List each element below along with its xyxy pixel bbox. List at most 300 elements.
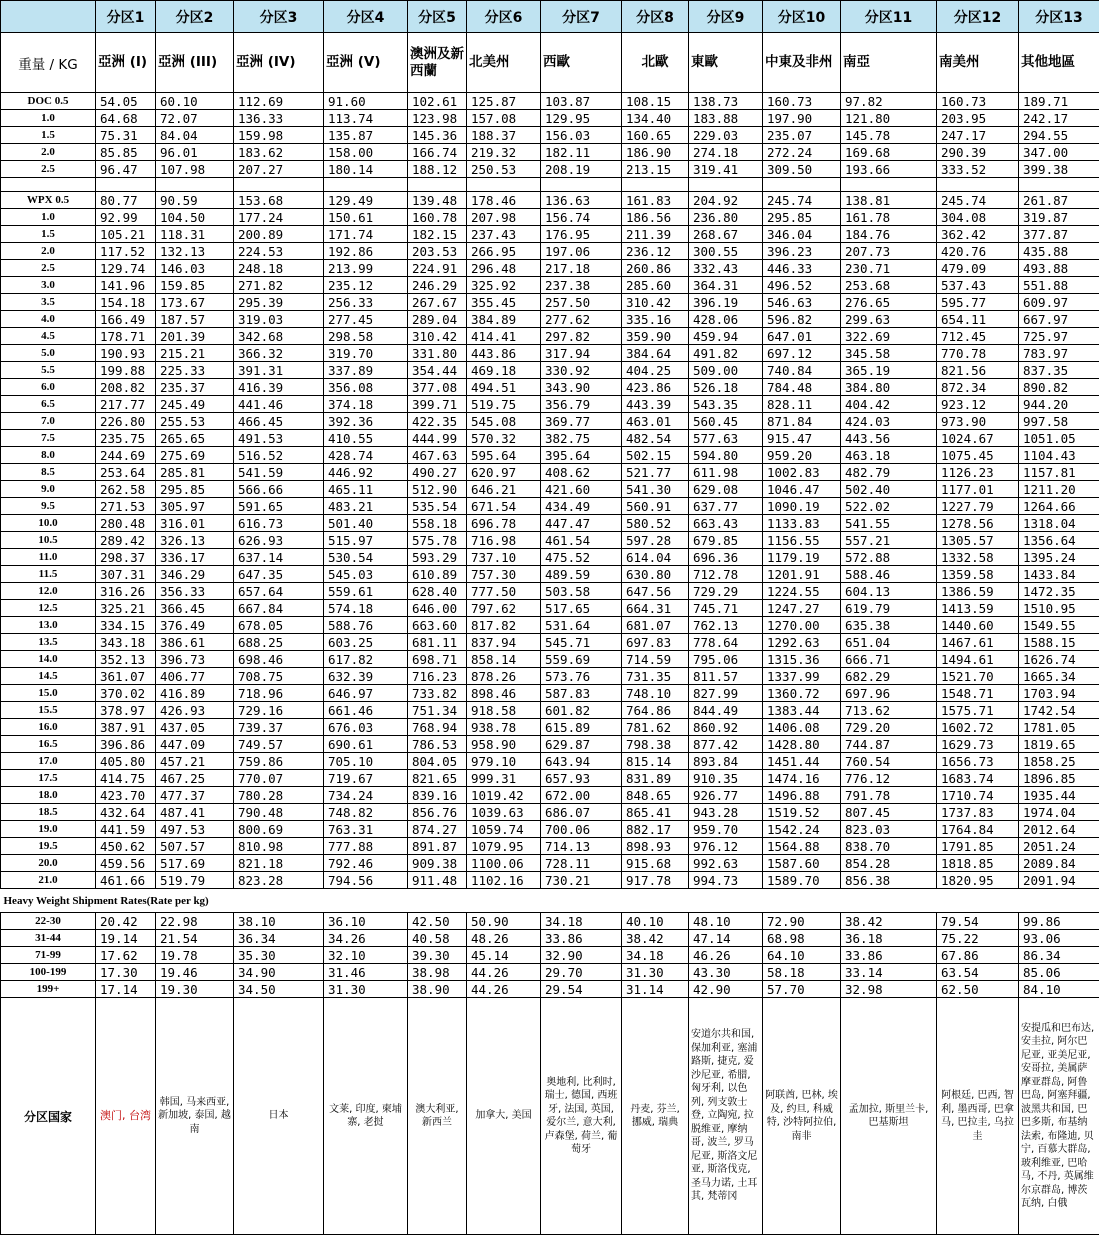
rate-cell: 21.54 (156, 930, 234, 947)
rate-cell: 823.28 (234, 872, 324, 889)
rate-cell: 976.12 (689, 838, 763, 855)
weight-label: 12.0 (1, 583, 96, 600)
rate-cell: 557.21 (841, 532, 937, 549)
rate-cell: 676.03 (324, 719, 408, 736)
rate-cell: 502.15 (622, 447, 689, 464)
rate-cell: 543.35 (689, 396, 763, 413)
rate-cell: 112.69 (234, 93, 324, 110)
rate-cell: 19.78 (156, 947, 234, 964)
rate-cell: 792.46 (324, 855, 408, 872)
rate-cell: 712.45 (937, 328, 1019, 345)
rate-cell: 118.31 (156, 226, 234, 243)
rate-cell: 268.67 (689, 226, 763, 243)
rate-cell: 632.39 (324, 668, 408, 685)
rate-cell: 123.98 (408, 110, 467, 127)
rate-cell: 150.61 (324, 209, 408, 226)
rate-cell: 679.85 (689, 532, 763, 549)
rate-cell: 208.82 (96, 379, 156, 396)
rate-cell: 235.75 (96, 430, 156, 447)
rate-cell: 698.46 (234, 651, 324, 668)
rate-cell: 734.24 (324, 787, 408, 804)
rate-cell: 854.28 (841, 855, 937, 872)
rate-cell: 35.30 (234, 947, 324, 964)
wpx-rate-row (1, 804, 1099, 821)
rate-cell: 207.27 (234, 161, 324, 178)
weight-label: DOC 0.5 (1, 93, 96, 110)
rate-cell: 146.03 (156, 260, 234, 277)
rate-cell: 107.98 (156, 161, 234, 178)
rate-cell: 821.56 (937, 362, 1019, 379)
rate-cell: 657.64 (234, 583, 324, 600)
rate-cell: 1227.79 (937, 498, 1019, 515)
wpx-rate-row (1, 430, 1099, 447)
rate-cell: 646.00 (408, 600, 467, 617)
rate-cell: 274.18 (689, 144, 763, 161)
rate-cell: 828.11 (763, 396, 841, 413)
rate-cell: 860.92 (689, 719, 763, 736)
rate-cell: 615.89 (541, 719, 622, 736)
rate-cell: 377.08 (408, 379, 467, 396)
weight-label: 18.5 (1, 804, 96, 821)
wpx-rate-row (1, 634, 1099, 651)
rate-cell: 1665.34 (1019, 668, 1099, 685)
wpx-rate-row (1, 413, 1099, 430)
rate-cell: 235.07 (763, 127, 841, 144)
rate-cell: 1549.55 (1019, 617, 1099, 634)
rate-cell: 36.34 (234, 930, 324, 947)
region-name: 其他地區 (1019, 33, 1099, 93)
rate-cell: 507.57 (156, 838, 234, 855)
rate-cell: 994.73 (689, 872, 763, 889)
weight-label: 2.5 (1, 161, 96, 178)
rate-cell: 377.87 (1019, 226, 1099, 243)
weight-label: 2.5 (1, 260, 96, 277)
rate-cell: 187.57 (156, 311, 234, 328)
weight-label: WPX 0.5 (1, 192, 96, 209)
wpx-rate-row (1, 396, 1099, 413)
rate-cell: 356.79 (541, 396, 622, 413)
rate-cell: 178.71 (96, 328, 156, 345)
zone-countries: 文莱, 印度, 柬埔寨, 老挝 (324, 998, 408, 1235)
rate-cell: 997.58 (1019, 413, 1099, 430)
rate-cell: 361.07 (96, 668, 156, 685)
rate-cell: 46.26 (689, 947, 763, 964)
rate-cell: 958.90 (467, 736, 541, 753)
weight-label: 31-44 (1, 930, 96, 947)
rate-cell: 237.38 (541, 277, 622, 294)
weight-label: 11.5 (1, 566, 96, 583)
zone-header: 分区1 (96, 1, 156, 33)
rate-cell: 40.58 (408, 930, 467, 947)
rate-cell: 20.42 (96, 913, 156, 930)
rate-cell: 575.78 (408, 532, 467, 549)
wpx-rate-row (1, 260, 1099, 277)
rate-cell: 245.49 (156, 396, 234, 413)
rate-cell: 64.10 (763, 947, 841, 964)
rate-cell: 387.91 (96, 719, 156, 736)
rate-cell: 1974.04 (1019, 804, 1099, 821)
rate-cell: 1157.81 (1019, 464, 1099, 481)
rate-cell: 97.82 (841, 93, 937, 110)
rate-cell: 1332.58 (937, 549, 1019, 566)
rate-cell: 1075.45 (937, 447, 1019, 464)
rate-cell: 378.97 (96, 702, 156, 719)
rate-cell: 217.18 (541, 260, 622, 277)
spacer-cell (1, 178, 96, 192)
rate-cell: 374.18 (324, 396, 408, 413)
rate-cell: 797.62 (467, 600, 541, 617)
rate-cell: 815.14 (622, 753, 689, 770)
rate-cell: 333.52 (937, 161, 1019, 178)
rate-cell: 663.60 (408, 617, 467, 634)
rate-cell: 392.36 (324, 413, 408, 430)
rate-cell: 153.68 (234, 192, 324, 209)
wpx-rate-row (1, 243, 1099, 260)
rate-cell: 64.68 (96, 110, 156, 127)
rate-cell: 748.82 (324, 804, 408, 821)
rate-cell: 2051.24 (1019, 838, 1099, 855)
rate-cell: 838.70 (841, 838, 937, 855)
rate-cell: 1360.72 (763, 685, 841, 702)
rate-cell: 335.16 (622, 311, 689, 328)
rate-cell: 376.49 (156, 617, 234, 634)
rate-cell: 1896.85 (1019, 770, 1099, 787)
rate-cell: 651.04 (841, 634, 937, 651)
rate-cell: 780.28 (234, 787, 324, 804)
spacer-cell (324, 178, 408, 192)
rate-cell: 160.73 (763, 93, 841, 110)
rate-cell: 108.15 (622, 93, 689, 110)
rate-cell: 297.82 (541, 328, 622, 345)
rate-cell: 289.04 (408, 311, 467, 328)
rate-cell: 609.97 (1019, 294, 1099, 311)
rate-cell: 1059.74 (467, 821, 541, 838)
rate-cell: 272.24 (763, 144, 841, 161)
rate-cell: 399.71 (408, 396, 467, 413)
weight-label: 10.0 (1, 515, 96, 532)
rate-cell: 336.17 (156, 549, 234, 566)
rate-cell: 68.98 (763, 930, 841, 947)
zone-header: 分区9 (689, 1, 763, 33)
rate-cell: 346.04 (763, 226, 841, 243)
rate-cell: 316.26 (96, 583, 156, 600)
rate-cell: 810.98 (234, 838, 324, 855)
rate-cell: 1474.16 (763, 770, 841, 787)
rate-cell: 176.95 (541, 226, 622, 243)
rate-cell: 482.54 (622, 430, 689, 447)
rate-cell: 858.14 (467, 651, 541, 668)
rate-cell: 541.30 (622, 481, 689, 498)
rate-cell: 260.86 (622, 260, 689, 277)
weight-label: 1.0 (1, 110, 96, 127)
rate-cell: 697.96 (841, 685, 937, 702)
wpx-rate-row (1, 566, 1099, 583)
rate-cell: 587.83 (541, 685, 622, 702)
rate-cell: 1564.88 (763, 838, 841, 855)
rate-cell: 33.86 (541, 930, 622, 947)
rate-cell: 190.93 (96, 345, 156, 362)
zone-countries: 日本 (234, 998, 324, 1235)
rate-cell: 186.90 (622, 144, 689, 161)
rate-cell: 992.63 (689, 855, 763, 872)
rate-cell: 337.89 (324, 362, 408, 379)
rate-cell: 494.51 (467, 379, 541, 396)
rate-cell: 125.87 (467, 93, 541, 110)
rate-cell: 917.78 (622, 872, 689, 889)
rate-cell: 1764.84 (937, 821, 1019, 838)
weight-label: 12.5 (1, 600, 96, 617)
rate-cell: 72.07 (156, 110, 234, 127)
rate-cell: 588.76 (324, 617, 408, 634)
rate-cell: 770.78 (937, 345, 1019, 362)
rate-cell: 158.00 (324, 144, 408, 161)
wpx-rate-row (1, 685, 1099, 702)
rate-cell: 117.52 (96, 243, 156, 260)
rate-cell: 762.13 (689, 617, 763, 634)
rate-cell: 558.18 (408, 515, 467, 532)
rate-cell: 416.89 (156, 685, 234, 702)
rate-cell: 136.33 (234, 110, 324, 127)
rate-cell: 559.69 (541, 651, 622, 668)
weight-label: 13.5 (1, 634, 96, 651)
rate-cell: 865.41 (622, 804, 689, 821)
weight-label: 3.0 (1, 277, 96, 294)
rate-cell: 748.10 (622, 685, 689, 702)
rate-cell: 512.90 (408, 481, 467, 498)
rate-cell: 501.40 (324, 515, 408, 532)
zone-header: 分区7 (541, 1, 622, 33)
rate-cell: 201.39 (156, 328, 234, 345)
rate-cell: 441.59 (96, 821, 156, 838)
rate-cell: 574.18 (324, 600, 408, 617)
rate-cell: 45.14 (467, 947, 541, 964)
rate-cell: 294.55 (1019, 127, 1099, 144)
rate-cell: 295.39 (234, 294, 324, 311)
rate-cell: 289.42 (96, 532, 156, 549)
rate-cell: 362.42 (937, 226, 1019, 243)
weight-label: 5.0 (1, 345, 96, 362)
rate-cell: 804.05 (408, 753, 467, 770)
rate-cell: 909.38 (408, 855, 467, 872)
rate-cell: 696.36 (689, 549, 763, 566)
rate-cell: 446.33 (763, 260, 841, 277)
rate-cell: 248.18 (234, 260, 324, 277)
rate-cell: 1818.85 (937, 855, 1019, 872)
rate-cell: 839.16 (408, 787, 467, 804)
rate-cell: 944.20 (1019, 396, 1099, 413)
region-header-row (1, 33, 1099, 93)
doc-rate-row (1, 110, 1099, 127)
rate-cell: 298.37 (96, 549, 156, 566)
rate-cell: 597.28 (622, 532, 689, 549)
spacer-cell (541, 178, 622, 192)
rate-cell: 827.99 (689, 685, 763, 702)
rate-cell: 745.71 (689, 600, 763, 617)
rate-cell: 708.75 (234, 668, 324, 685)
rate-cell: 751.34 (408, 702, 467, 719)
weight-unit-label: 重量 / KG (1, 33, 96, 93)
rate-cell: 135.87 (324, 127, 408, 144)
rate-cell: 923.12 (937, 396, 1019, 413)
zone-header: 分区6 (467, 1, 541, 33)
rate-cell: 714.59 (622, 651, 689, 668)
zone-header: 分区12 (937, 1, 1019, 33)
rate-cell: 467.25 (156, 770, 234, 787)
spacer-cell (234, 178, 324, 192)
rate-cell: 434.49 (541, 498, 622, 515)
rate-cell: 159.98 (234, 127, 324, 144)
rate-cell: 280.48 (96, 515, 156, 532)
rate-cell: 166.49 (96, 311, 156, 328)
rate-cell: 700.06 (541, 821, 622, 838)
rate-cell: 502.40 (841, 481, 937, 498)
rate-cell: 783.97 (1019, 345, 1099, 362)
rate-cell: 477.37 (156, 787, 234, 804)
table-body (1, 1, 1099, 1235)
region-name: 亞洲 (V) (324, 33, 408, 93)
rate-cell: 57.70 (763, 981, 841, 998)
rate-cell: 290.39 (937, 144, 1019, 161)
rate-cell: 435.88 (1019, 243, 1099, 260)
wpx-rate-row (1, 447, 1099, 464)
rate-cell: 19.30 (156, 981, 234, 998)
rate-cell: 406.77 (156, 668, 234, 685)
region-name: 南美州 (937, 33, 1019, 93)
rate-cell: 256.33 (324, 294, 408, 311)
wpx-rate-row (1, 226, 1099, 243)
weight-label: 14.0 (1, 651, 96, 668)
rate-cell: 635.38 (841, 617, 937, 634)
rate-cell: 295.85 (763, 209, 841, 226)
zone-header-row (1, 1, 1099, 33)
rate-cell: 224.91 (408, 260, 467, 277)
rate-cell: 871.84 (763, 413, 841, 430)
rate-cell: 730.21 (541, 872, 622, 889)
rate-cell: 973.90 (937, 413, 1019, 430)
region-name: 中東及非州 (763, 33, 841, 93)
rate-cell: 1305.57 (937, 532, 1019, 549)
rate-cell: 79.54 (937, 913, 1019, 930)
weight-label: 19.5 (1, 838, 96, 855)
rate-cell: 943.28 (689, 804, 763, 821)
rate-cell: 17.62 (96, 947, 156, 964)
rate-cell: 560.91 (622, 498, 689, 515)
rate-cell: 616.73 (234, 515, 324, 532)
rate-cell: 160.65 (622, 127, 689, 144)
rate-cell: 396.73 (156, 651, 234, 668)
rate-cell: 697.12 (763, 345, 841, 362)
rate-cell: 182.15 (408, 226, 467, 243)
spacer-cell (937, 178, 1019, 192)
rate-cell: 62.50 (937, 981, 1019, 998)
rate-cell: 32.90 (541, 947, 622, 964)
rate-cell: 1315.36 (763, 651, 841, 668)
rate-cell: 299.63 (841, 311, 937, 328)
rate-cell: 898.93 (622, 838, 689, 855)
rate-cell: 667.84 (234, 600, 324, 617)
rate-cell: 461.54 (541, 532, 622, 549)
rate-cell: 145.78 (841, 127, 937, 144)
rate-cell: 686.07 (541, 804, 622, 821)
wpx-rate-row (1, 464, 1099, 481)
rate-cell: 343.18 (96, 634, 156, 651)
region-name: 亞洲 (I) (96, 33, 156, 93)
rate-cell: 277.62 (541, 311, 622, 328)
weight-label: 2.0 (1, 144, 96, 161)
rate-cell: 1521.70 (937, 668, 1019, 685)
wpx-rate-row (1, 481, 1099, 498)
rate-cell: 215.21 (156, 345, 234, 362)
rate-cell: 213.15 (622, 161, 689, 178)
doc-rate-row (1, 144, 1099, 161)
rate-cell: 90.59 (156, 192, 234, 209)
rate-cell: 647.01 (763, 328, 841, 345)
rate-cell: 1737.83 (937, 804, 1019, 821)
wpx-rate-row (1, 719, 1099, 736)
rate-cell: 29.54 (541, 981, 622, 998)
rate-cell: 352.13 (96, 651, 156, 668)
rate-cell: 40.10 (622, 913, 689, 930)
rate-cell: 298.58 (324, 328, 408, 345)
rate-cell: 428.06 (689, 311, 763, 328)
rate-cell: 595.64 (467, 447, 541, 464)
rate-cell: 1024.67 (937, 430, 1019, 447)
rate-cell: 1019.42 (467, 787, 541, 804)
rate-cell: 121.80 (841, 110, 937, 127)
rate-cell: 716.23 (408, 668, 467, 685)
weight-label: 17.0 (1, 753, 96, 770)
rate-cell: 1133.83 (763, 515, 841, 532)
rate-cell: 646.97 (324, 685, 408, 702)
rate-cell: 414.75 (96, 770, 156, 787)
rate-cell: 614.04 (622, 549, 689, 566)
rate-cell: 36.18 (841, 930, 937, 947)
rate-cell: 366.32 (234, 345, 324, 362)
rate-cell: 496.52 (763, 277, 841, 294)
rate-cell: 698.71 (408, 651, 467, 668)
spacer-cell (622, 178, 689, 192)
heavy-rate-row (1, 913, 1099, 930)
rate-cell: 75.22 (937, 930, 1019, 947)
weight-label: 19.0 (1, 821, 96, 838)
rate-cell: 626.93 (234, 532, 324, 549)
rate-cell: 235.12 (324, 277, 408, 294)
rate-cell: 1629.73 (937, 736, 1019, 753)
rate-cell: 160.73 (937, 93, 1019, 110)
rate-cell: 666.71 (841, 651, 937, 668)
spacer-cell (156, 178, 234, 192)
rate-cell: 647.35 (234, 566, 324, 583)
wpx-rate-row (1, 328, 1099, 345)
rate-cell: 725.97 (1019, 328, 1099, 345)
rate-cell: 541.55 (841, 515, 937, 532)
rate-cell: 848.65 (622, 787, 689, 804)
rate-cell: 169.68 (841, 144, 937, 161)
weight-label: 15.5 (1, 702, 96, 719)
rate-cell: 611.98 (689, 464, 763, 481)
rate-cell: 208.19 (541, 161, 622, 178)
rate-cell: 566.66 (234, 481, 324, 498)
rate-cell: 34.18 (541, 913, 622, 930)
rate-cell: 1433.84 (1019, 566, 1099, 583)
rate-cell: 729.20 (841, 719, 937, 736)
rate-cell: 84.04 (156, 127, 234, 144)
rate-cell: 1602.72 (937, 719, 1019, 736)
zone-header: 分区4 (324, 1, 408, 33)
wpx-rate-row (1, 294, 1099, 311)
rate-cell: 422.35 (408, 413, 467, 430)
rate-cell: 99.86 (1019, 913, 1099, 930)
